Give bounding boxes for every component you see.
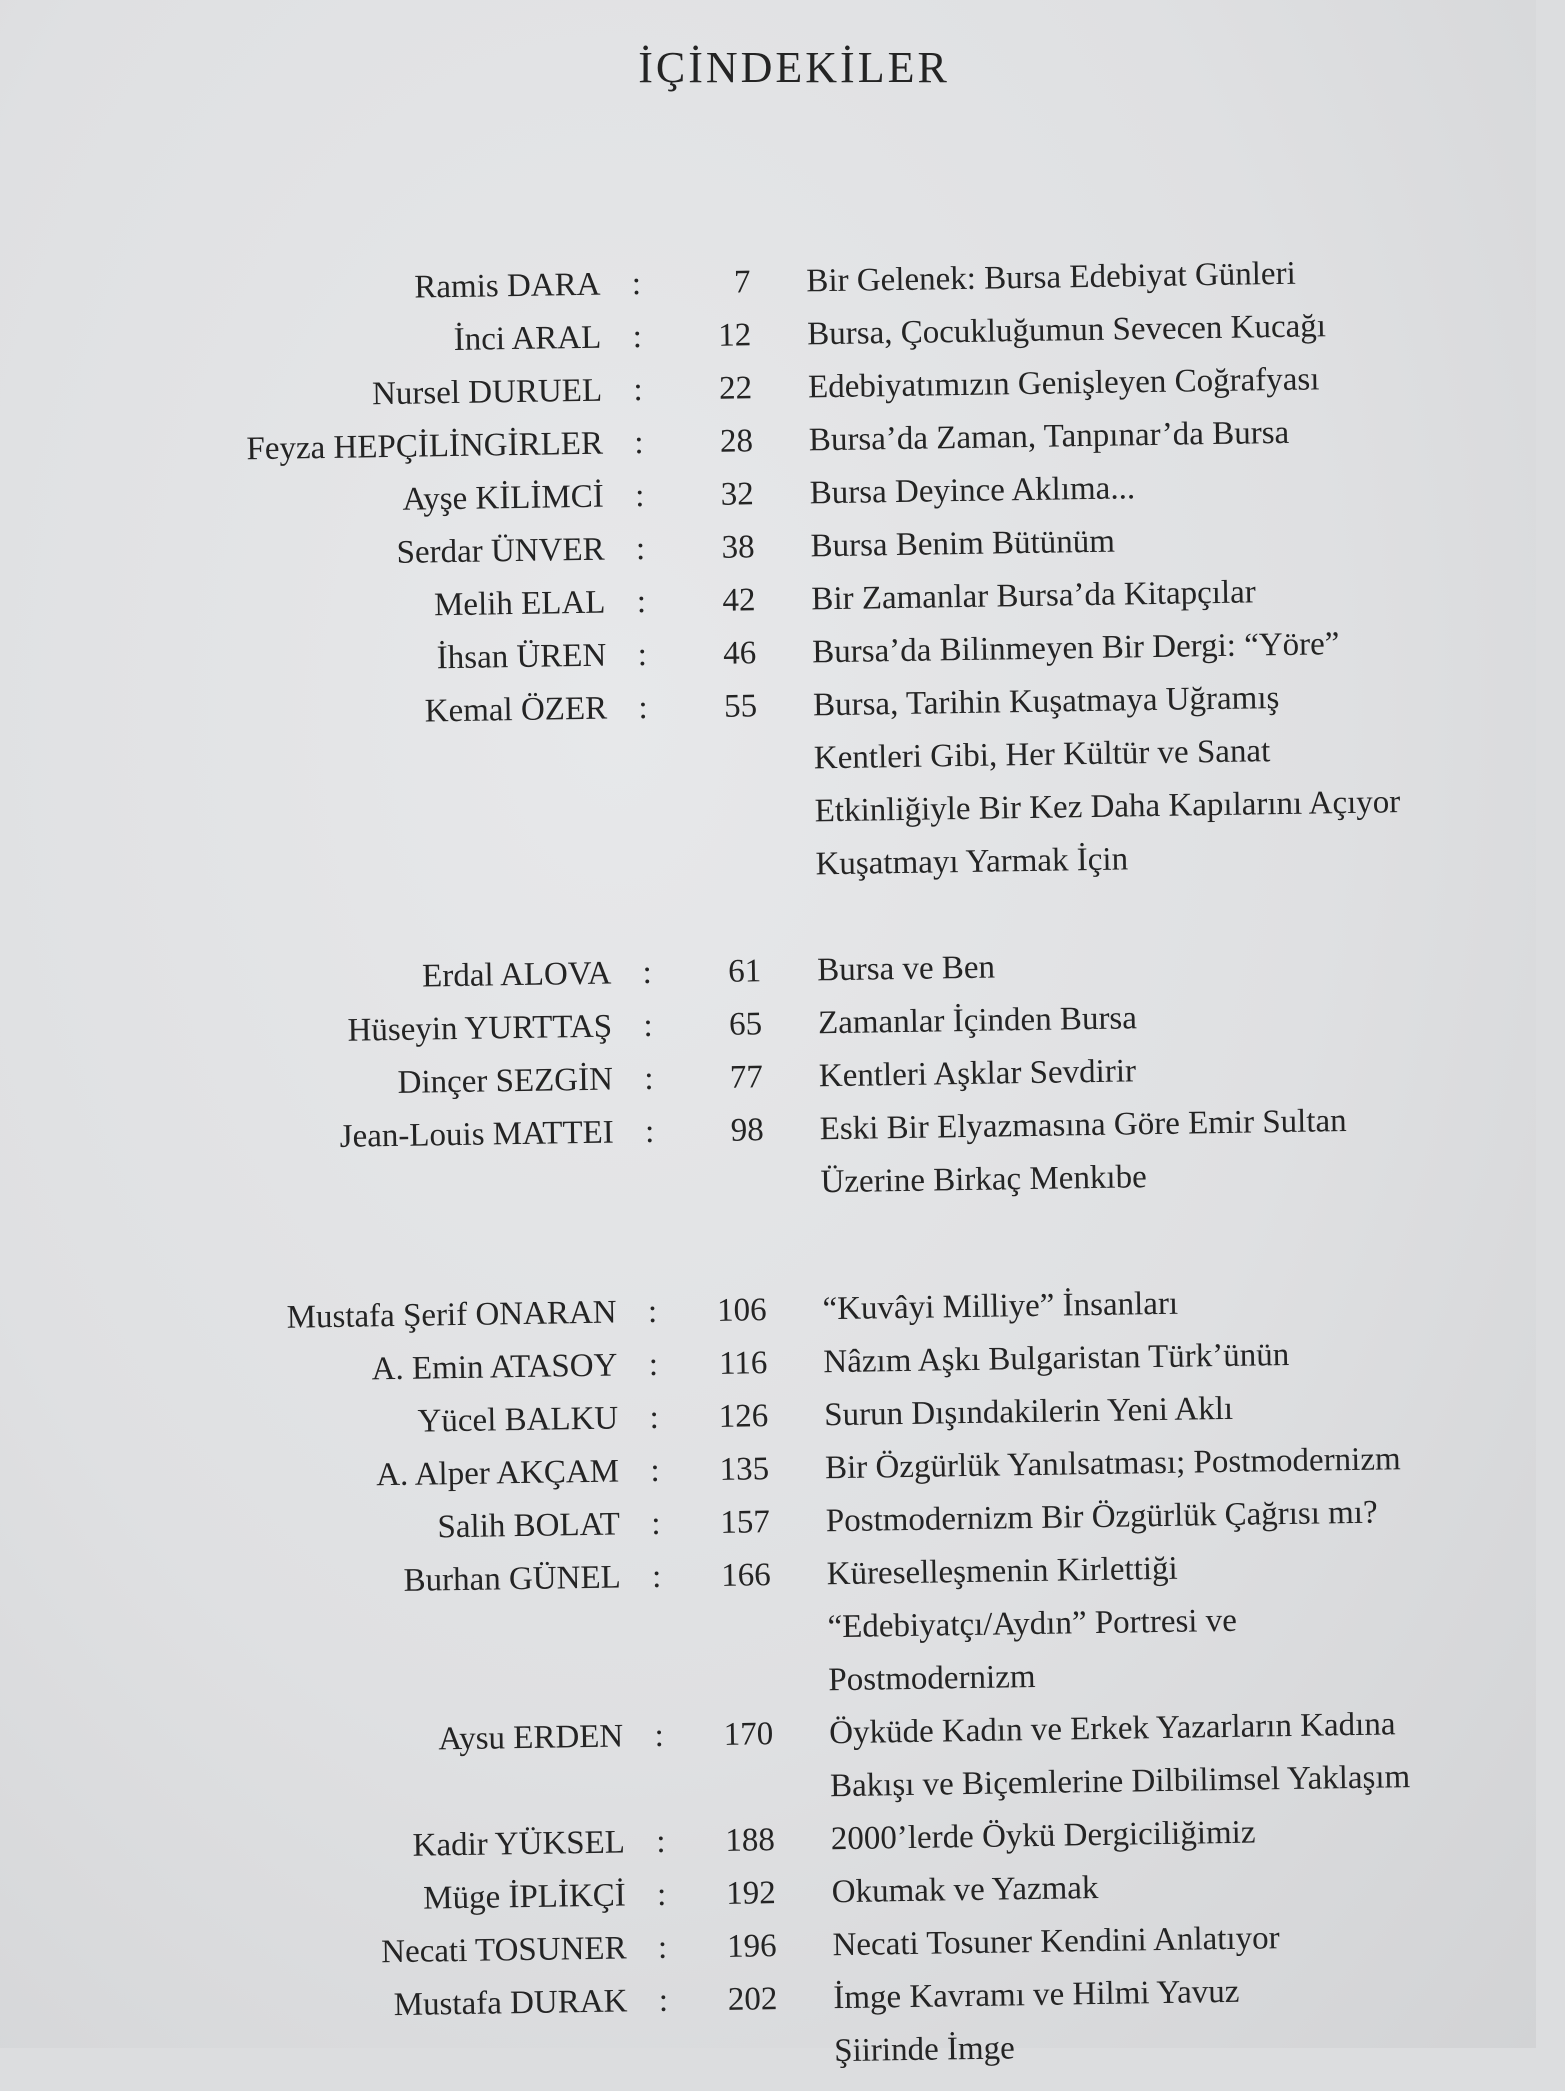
toc-page-number: 32 [720, 476, 755, 513]
toc-page-number: 55 [723, 688, 758, 725]
toc-entry [13, 1092, 1550, 1222]
toc-page-number: 126 [718, 1398, 769, 1435]
toc-separator: : [632, 318, 643, 356]
toc-title-line: Küreselleşmenin Kirlettiği [826, 1550, 1178, 1593]
toc-title [833, 1961, 1565, 2078]
toc-author: Mustafa DURAK [393, 1983, 628, 2024]
toc-page-number: 12 [717, 317, 752, 354]
page-title: İÇİNDEKİLER [638, 43, 950, 92]
toc-title-line: Eski Bir Elyazmasına Göre Emir Sultan [819, 1103, 1347, 1148]
toc-title-line: Etkinliğiyle Bir Kez Daha Kapılarını Açıyor [814, 784, 1401, 830]
toc-title-line: Bursa’da Zaman, Tanpınar’da Bursa [808, 414, 1290, 459]
toc-author: Burhan GÜNEL [403, 1559, 622, 1599]
toc-separator: : [657, 1929, 668, 1966]
toc-page-number: 166 [720, 1557, 772, 1594]
toc-title-line: Bursa Benim Bütünüm [810, 523, 1116, 565]
toc-entry [7, 668, 1546, 904]
toc-author: Salih BOLAT [437, 1506, 621, 1546]
toc-title [826, 1537, 1558, 1707]
table-of-contents [0, 244, 1563, 2070]
toc-title-line: Bursa, Çocukluğumun Sevecen Kucağı [806, 308, 1327, 353]
toc-separator: : [644, 1113, 655, 1151]
toc-entry [20, 1537, 1558, 1720]
toc-separator: : [647, 1293, 658, 1331]
toc-title-line: Öyküde Kadın ve Erkek Yazarların Kadına [828, 1706, 1396, 1752]
toc-page-number: 116 [718, 1345, 768, 1382]
toc-page-number: 202 [727, 1981, 778, 2018]
toc-author: Hüseyin YURTTAŞ [347, 1008, 613, 1049]
toc-author: A. Emin ATASOY [371, 1347, 618, 1388]
toc-title-line: Postmodernizm Bir Özgürlük Çağrısı mı? [825, 1494, 1378, 1540]
toc-title-line: Kentleri Gibi, Her Kültür ve Sanat [813, 733, 1271, 777]
toc-title-line: Bakışı ve Biçemlerine Dilbilimsel Yaklaşım [829, 1759, 1411, 1805]
toc-separator: : [638, 689, 648, 727]
toc-author: İhsan ÜREN [436, 637, 607, 677]
toc-page-number: 42 [722, 582, 756, 619]
toc-page-number: 22 [718, 370, 753, 407]
toc-author: Nursel DURUEL [371, 372, 603, 413]
toc-page-number: 98 [730, 1112, 765, 1149]
toc-author: Serdar ÜNVER [396, 531, 605, 571]
toc-separator: : [634, 424, 644, 462]
toc-title-line: Bir Zamanlar Bursa’da Kitapçılar [811, 574, 1257, 618]
toc-page-number: 192 [725, 1875, 776, 1912]
toc-title-line: Okumak ve Yazmak [831, 1870, 1099, 1911]
toc-separator: : [634, 477, 645, 515]
toc-separator: : [635, 530, 646, 568]
toc-title [829, 1696, 1561, 1813]
toc-separator: : [633, 371, 643, 409]
toc-author: Jean-Louis MATTEI [339, 1114, 615, 1155]
toc-title [819, 1092, 1551, 1209]
toc-title-line: Necati Tosuner Kendini Anlatıyor [832, 1920, 1280, 1964]
toc-title-line: Kentleri Aşklar Sevdirir [818, 1053, 1137, 1095]
toc-title-line: Bursa, Tarihin Kuşatmaya Uğramış [812, 680, 1280, 724]
toc-page-number: 28 [719, 423, 754, 460]
toc-title-line: Bursa ve Ben [816, 949, 996, 989]
toc-author: Kadir YÜKSEL [412, 1824, 626, 1864]
toc-page-number: 188 [725, 1822, 776, 1859]
toc-title-line: İmge Kavramı ve Hilmi Yavuz [833, 1973, 1240, 2017]
toc-title [813, 668, 1546, 891]
toc-author: A. Alper AKÇAM [375, 1453, 620, 1494]
toc-title-line: Bursa’da Bilinmeyen Bir Dergi: “Yöre” [811, 626, 1340, 671]
toc-page-number: 170 [723, 1716, 774, 1753]
toc-separator: : [651, 1558, 662, 1595]
toc-title-line: Bir Gelenek: Bursa Edebiyat Günleri [806, 255, 1297, 300]
toc-title-line: Zamanlar İçinden Bursa [817, 1000, 1138, 1042]
toc-title-line: Kuşatmayı Yarmak İçin [815, 841, 1129, 883]
toc-page-number: 65 [728, 1006, 763, 1043]
toc-title-line: “Edebiyatçı/Aydın” Portresi ve [827, 1602, 1238, 1646]
toc-title-line: 2000’lerde Öykü Dergiciliğimiz [830, 1814, 1256, 1858]
toc-author: Yücel BALKU [417, 1400, 619, 1440]
toc-separator: : [644, 1060, 654, 1098]
toc-author: Erdal ALOVA [421, 955, 612, 995]
toc-page-number: 38 [721, 529, 755, 566]
toc-author: Aysu ERDEN [438, 1718, 624, 1758]
toc-separator: : [631, 266, 642, 303]
toc-separator: : [654, 1717, 665, 1754]
toc-author: Ramis DARA [414, 266, 601, 306]
toc-separator: : [651, 1505, 661, 1542]
toc-title-line: Şiirinde İmge [833, 2030, 1016, 2070]
toc-page-number: 77 [729, 1059, 764, 1096]
toc-entry [27, 1961, 1564, 2091]
toc-separator: : [636, 583, 647, 621]
toc-page-number: 46 [722, 635, 757, 672]
toc-separator: : [658, 1982, 669, 2019]
toc-separator: : [650, 1452, 660, 1489]
toc-author: Müge İPLİKÇİ [422, 1877, 627, 1917]
toc-page-number: 7 [733, 264, 751, 301]
toc-separator: : [656, 1823, 666, 1860]
toc-author: Dinçer SEZGİN [397, 1061, 614, 1101]
toc-title-line: Bursa Deyince Aklıma... [809, 470, 1136, 512]
toc-title-line: Edebiyatımızın Genişleyen Coğrafyası [807, 361, 1320, 406]
toc-page-number: 196 [726, 1928, 777, 1965]
toc-page-number: 106 [716, 1292, 767, 1329]
toc-separator: : [648, 1346, 659, 1384]
toc-separator: : [643, 1007, 653, 1045]
toc-author: Kemal ÖZER [424, 690, 608, 730]
toc-page-number: 157 [720, 1504, 771, 1541]
toc-author: Melih ELAL [433, 584, 606, 624]
toc-separator: : [649, 1399, 660, 1437]
toc-author: İnci ARAL [453, 319, 602, 358]
toc-page-number: 135 [719, 1451, 770, 1488]
toc-author: Mustafa Şerif ONARAN [286, 1294, 617, 1336]
toc-title-line: Bir Özgürlük Yanılsatması; Postmodernizm [824, 1441, 1401, 1487]
toc-separator: : [637, 636, 648, 674]
toc-title-line: Nâzım Aşkı Bulgaristan Türk’ünün [823, 1336, 1290, 1381]
toc-title-line: Postmodernizm [828, 1658, 1036, 1699]
toc-title-line: “Kuvâyi Milliye” İnsanları [822, 1285, 1179, 1328]
toc-title-line: Surun Dışındakilerin Yeni Aklı [823, 1390, 1234, 1434]
toc-author: Necati TOSUNER [380, 1930, 627, 1971]
toc-title-line: Üzerine Birkaç Menkıbe [820, 1159, 1148, 1201]
toc-separator: : [642, 954, 653, 992]
toc-page-number: 61 [727, 953, 762, 990]
toc-author: Feyza HEPÇİLİNGİRLER [246, 425, 604, 468]
toc-author: Ayşe KİLİMCİ [402, 478, 605, 518]
toc-separator: : [656, 1876, 667, 1913]
